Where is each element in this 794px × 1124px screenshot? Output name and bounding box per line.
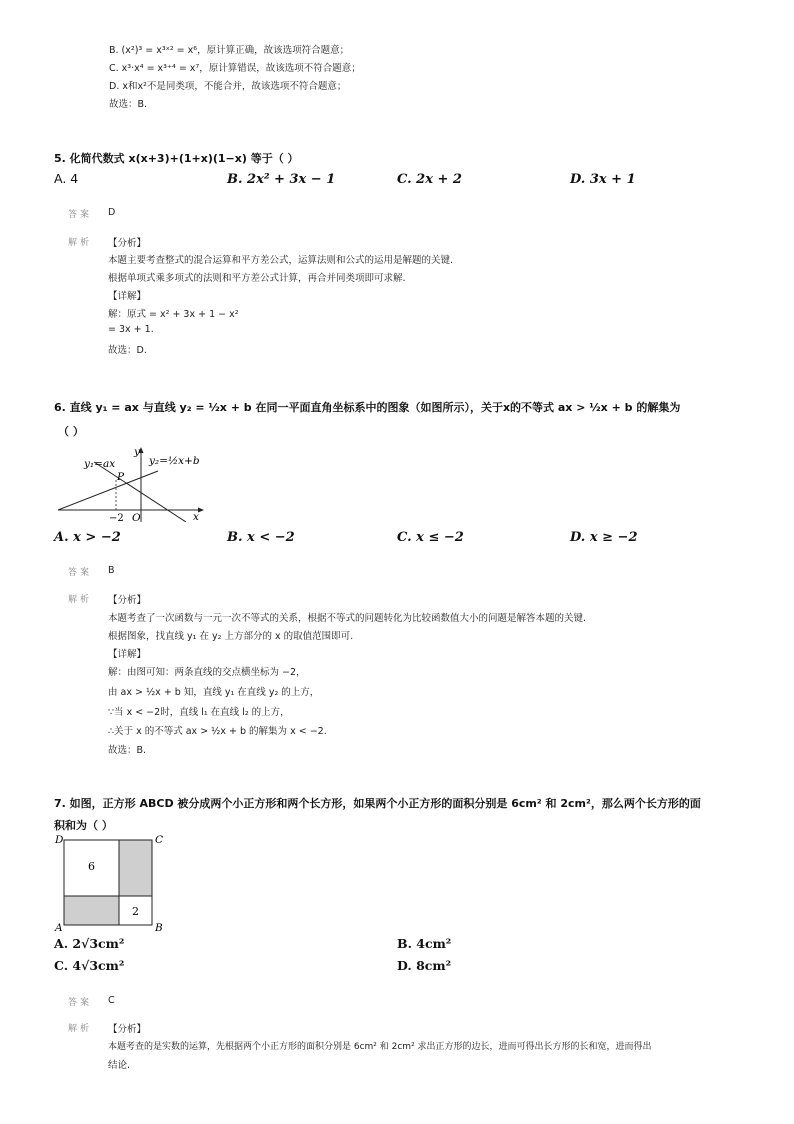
y2-label: y₂=½x+b <box>149 455 200 467</box>
q5-option-b[interactable]: B. 2x² + 3x − 1 <box>227 172 336 187</box>
q6-option-c[interactable]: C. x ≤ −2 <box>397 530 464 545</box>
top-line-conclusion: 故选：B. <box>109 99 148 110</box>
q5-analysis-line: 故选：D. <box>108 345 147 356</box>
q7-option-c[interactable]: C. 4√3cm² <box>54 958 125 973</box>
q7-analysis-line: 结论. <box>108 1060 131 1071</box>
q5-analysis-label: 解析 <box>68 238 93 248</box>
q6-analysis-line: ∵当 x < −2时，直线 l₁ 在直线 l₂ 的上方， <box>108 707 290 718</box>
q7-option-b[interactable]: B. 4cm² <box>397 936 452 951</box>
q7-stem: 7. 如图，正方形 ABCD 被分成两个小正方形和两个长方形，如果两个小正方形的面积分别是 6cm² 和 2cm²，那么两个长方形的面 <box>54 797 701 810</box>
q5-answer-label: 答案 <box>68 210 93 220</box>
big-square-label: 6 <box>88 860 95 873</box>
corner-a-label: A <box>55 922 63 934</box>
q6-answer: B <box>108 565 115 576</box>
q7-square-figure <box>54 832 166 934</box>
q6-stem-continued: （ ） <box>58 425 84 438</box>
q5-analysis-line: 解：原式 = x² + 3x + 1 − x² <box>108 309 239 320</box>
q7-analysis-label: 解析 <box>68 1024 93 1034</box>
q5-stem: 5. 化简代数式 x(x+3)+(1+x)(1−x) 等于（ ） <box>54 152 299 165</box>
q6-analysis-line: 根据图象，找直线 y₁ 在 y₂ 上方部分的 x 的取值范围即可. <box>108 631 354 642</box>
q7-answer: C <box>108 995 115 1006</box>
corner-c-label: C <box>155 834 164 846</box>
q6-coordinate-figure <box>54 440 214 522</box>
corner-b-label: B <box>155 922 163 934</box>
top-line-d: D. x和x²不是同类项，不能合并，故该选项不符合题意； <box>109 81 347 92</box>
q6-analysis-line: 故选：B. <box>108 745 147 756</box>
q5-option-a[interactable]: A. 4 <box>54 171 79 186</box>
q7-stem-continued: 积和为（ ） <box>54 819 113 832</box>
q5-analysis-line: = 3x + 1. <box>108 324 154 335</box>
q6-analysis-line: 【分析】 <box>108 595 147 606</box>
q5-answer: D <box>108 207 116 218</box>
tick-label-minus-2: −2 <box>109 513 124 522</box>
q6-answer-label: 答案 <box>68 568 93 578</box>
q6-analysis-line: ∴关于 x 的不等式 ax > ½x + b 的解集为 x < −2. <box>108 726 327 737</box>
q6-stem: 6. 直线 y₁ = ax 与直线 y₂ = ½x + b 在同一平面直角坐标系中的图象（如图所示），关于x的不等式 ax > ½x + b 的解集为 <box>54 401 681 414</box>
q6-analysis-line: 解：由图可知：两条直线的交点横坐标为 −2， <box>108 667 306 678</box>
q6-analysis-line: 本题考查了一次函数与一元一次不等式的关系，根据不等式的问题转化为比较函数值大小的问题是解答本题的关键. <box>108 613 587 624</box>
q5-analysis-line: 【详解】 <box>108 291 147 302</box>
q7-option-d[interactable]: D. 8cm² <box>397 958 452 973</box>
line-y2 <box>58 471 158 510</box>
x-axis-label: x <box>193 511 199 522</box>
top-line-c: C. x³·x⁴ = x³⁺⁴ = x⁷，原计算错误，故该选项不符合题意； <box>109 63 361 74</box>
q5-option-d[interactable]: D. 3x + 1 <box>570 172 636 187</box>
q6-option-d[interactable]: D. x ≥ −2 <box>570 530 638 545</box>
small-square-label: 2 <box>132 905 139 918</box>
corner-d-label: D <box>55 834 64 846</box>
q5-analysis-line: 【分析】 <box>108 238 147 249</box>
q5-option-c[interactable]: C. 2x + 2 <box>397 172 462 187</box>
q5-analysis-line: 根据单项式乘多项式的法则和平方差公式计算，再合并同类项即可求解. <box>108 273 406 284</box>
p-label: P <box>117 471 125 483</box>
q6-analysis-line: 【详解】 <box>108 649 147 660</box>
q5-analysis-line: 本题主要考查整式的混合运算和平方差公式，运算法则和公式的运用是解题的关键. <box>108 255 454 266</box>
q7-analysis-line: 本题考查的是实数的运算，先根据两个小正方形的面积分别是 6cm² 和 2cm² 求出正方形的边长，进而可得出长方形的长和宽，进而得出 <box>108 1042 652 1052</box>
q7-answer-label: 答案 <box>68 998 93 1008</box>
rectangle-upper-right <box>119 840 152 896</box>
q6-option-a[interactable]: A. x > −2 <box>54 530 121 545</box>
q6-analysis-label: 解析 <box>68 595 93 605</box>
rectangle-lower-left <box>64 896 119 925</box>
y1-label: y₁=ax <box>84 458 116 470</box>
q6-analysis-line: 由 ax > ½x + b 知，直线 y₁ 在直线 y₂ 的上方， <box>108 687 320 698</box>
origin-label: O <box>132 512 141 522</box>
y-axis-label: y <box>134 446 140 458</box>
q6-option-b[interactable]: B. x < −2 <box>227 530 295 545</box>
top-line-b: B. (x²)³ = x³ˣ² = x⁶，原计算正确，故该选项符合题意； <box>109 45 350 56</box>
q7-option-a[interactable]: A. 2√3cm² <box>54 936 125 951</box>
q7-analysis-line: 【分析】 <box>108 1024 147 1035</box>
